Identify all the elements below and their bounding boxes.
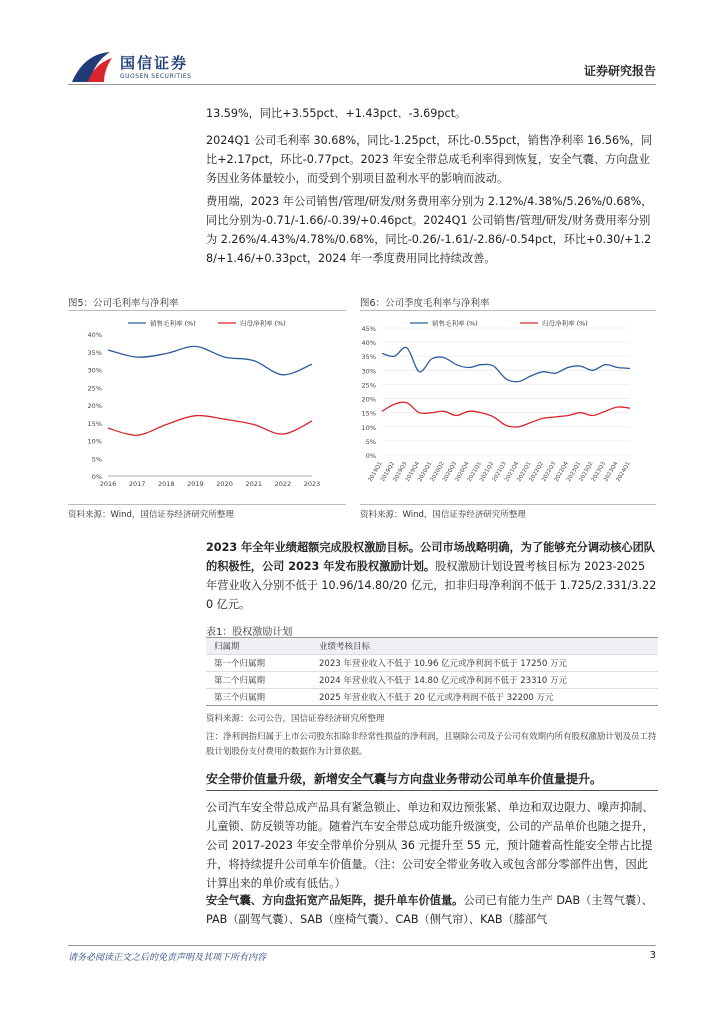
table-row (206, 655, 658, 672)
y-tick-label: 40% (87, 331, 102, 339)
y-tick-label: 10% (361, 423, 376, 432)
x-tick-label: 2018 (158, 480, 175, 488)
figure-6-source: 资料来源：Wind，国信证券经济研究所整理 (360, 510, 526, 520)
report-type: 证券研究报告 (583, 64, 656, 78)
series-line-2 (108, 416, 312, 436)
y-tick-label: 0% (365, 452, 376, 460)
paragraph-6 (206, 891, 658, 929)
header-divider (68, 84, 656, 85)
x-tick-label: 2016 (99, 480, 117, 488)
table-cell: 2025 年营业收入不低于 20 亿元或净利润不低于 32200 万元 (311, 689, 658, 706)
page-number: 3 (649, 950, 656, 961)
x-tick-label: 2020Q4 (454, 461, 471, 483)
paragraph-5: 公司汽车安全带总成产品具有紧急锁止、单边和双边预张紧、单边和双边限力、噪声抑制、儿童锁、防反锁等功能。随着汽车安全带总成功能升级演变，公司的产品单价也随之提升，公司 2017-2023 年安全带单价分别从 36 元提升至 55 元，预计随着高性能安全带占比提升，将持续提升公司单车价值量。（注：公司安全带业务收入或包含部分零部件出售，因此计算出来的单价或有低估。） (206, 801, 654, 890)
figure-5-chart (68, 312, 346, 502)
table-row (206, 672, 658, 689)
paragraph-3: 费用端，2023 年公司销售/管理/研发/财务费用率分别为 2.12%/4.38%/5.26%/0.68%，同比分别为-0.71/-1.66/-0.39/+0.46pct。2024Q1 公司销售/管理/研发/财务费用率分别为 2.26%/4.43%/4.78%/0.68%，同比-0.26/-1.61/-2.86/-0.54pct，环比+0.30/+1.28/+1.46/+0.33pct，2024 年一季度费用同比持续改善。 (206, 195, 653, 265)
figure-6-top-line (360, 310, 656, 311)
y-tick-label: 25% (87, 384, 102, 393)
table-header-cell: 归属期 (206, 638, 311, 655)
figure-5-title: 图5：公司毛利率与净利率 (68, 298, 179, 309)
x-tick-label: 2019Q2 (380, 461, 397, 483)
y-tick-label: 5% (91, 455, 102, 464)
x-tick-label: 2021Q4 (504, 461, 521, 483)
figure-5-top-line (68, 310, 346, 311)
figure-6-bottom-line (360, 504, 656, 505)
section-title: 安全带价值量升级，新增安全气囊与方向盘业务带动公司单车价值量提升。 (206, 772, 603, 786)
logo-text-cn: 国信证券 (120, 54, 189, 72)
legend-label-1: 销售毛利率 (%) (432, 319, 478, 328)
x-tick-label: 2023Q4 (603, 461, 620, 483)
legend-label-2: 归母净利率 (%) (240, 319, 286, 328)
x-tick-label: 2019Q3 (392, 461, 409, 483)
x-tick-label: 2021Q3 (491, 461, 508, 483)
y-tick-label: 15% (361, 409, 376, 418)
x-tick-label: 2024Q1 (615, 461, 632, 483)
y-tick-label: 35% (361, 353, 376, 362)
footer-disclaimer: 请务必阅读正文之后的免责声明及其项下所有内容 (68, 953, 267, 963)
x-tick-label: 2019 (187, 480, 204, 488)
table-header-cell: 业绩考核目标 (311, 638, 658, 655)
figure-6-title: 图6：公司季度毛利率与净利率 (360, 298, 490, 309)
table-header-row (206, 638, 658, 655)
x-tick-label: 2019Q1 (367, 461, 384, 483)
x-tick-label: 2022 (274, 480, 292, 488)
figure-5-bottom-line (68, 504, 346, 505)
y-tick-label: 25% (361, 381, 376, 390)
legend-label-2: 归母净利率 (%) (542, 319, 588, 328)
x-tick-label: 2022Q1 (516, 461, 533, 483)
x-tick-label: 2022Q4 (553, 461, 570, 483)
x-tick-label: 2017 (128, 480, 146, 488)
y-tick-label: 30% (87, 366, 102, 375)
paragraph-6-rest: 公司已有能力生产 DAB（主驾气囊）、PAB（副驾气囊）、SAB（座椅气囊）、CAB（侧气帘）、KAB（膝部气 (206, 894, 653, 926)
x-tick-label: 2022Q3 (541, 461, 558, 483)
table-1-note: 注：净利润指归属于上市公司股东扣除非经常性损益的净利润，且剔除公司及子公司有效期内所有股权激励计划及员工持股计划股份支付费用的数据作为计算依据。 (206, 732, 657, 757)
y-tick-label: 20% (87, 402, 102, 410)
table-1-source: 资料来源：公司公告，国信证券经济研究所整理 (206, 714, 385, 724)
logo-text-en: GUOSEN SECURITIES (120, 73, 192, 80)
y-tick-label: 15% (87, 419, 102, 428)
y-tick-label: 40% (361, 339, 376, 348)
y-tick-label: 5% (365, 437, 376, 446)
paragraph-1: 13.59%，同比+3.55pct、+1.43pct、-3.69pct。 (206, 107, 467, 120)
x-tick-label: 2023Q1 (566, 461, 583, 483)
table-cell: 2023 年营业收入不低于 10.96 亿元或净利润不低于 17250 万元 (311, 655, 658, 672)
paragraph-2: 2024Q1 公司毛利率 30.68%，同比-1.25pct，环比-0.55pct，销售净利率 16.56%，同比+2.17pct，环比-0.77pct。2023 年安全带总成毛利率得到恢复，安全气囊、方向盘业务因业务体量较小，而受到个别项目盈利水平的影响而波动。 (206, 134, 653, 185)
series-line-1 (382, 347, 630, 381)
x-tick-label: 2020Q3 (442, 461, 459, 483)
table-row (206, 689, 658, 706)
y-tick-label: 20% (361, 395, 376, 404)
paragraph-4 (206, 538, 658, 614)
paragraph-6-bold: 安全气囊、方向盘拓宽产品矩阵，提升单车价值量。 (206, 894, 464, 907)
x-tick-label: 2020Q1 (417, 461, 434, 483)
figure-6-chart (360, 312, 656, 502)
y-tick-label: 0% (91, 473, 102, 481)
incentive-table (206, 637, 658, 706)
x-tick-label: 2023Q3 (590, 461, 607, 483)
table-cell: 第二个归属期 (206, 672, 311, 689)
series-line-1 (108, 346, 312, 374)
y-tick-label: 30% (361, 367, 376, 376)
x-tick-label: 2023Q2 (578, 461, 595, 483)
y-tick-label: 35% (87, 348, 102, 357)
legend-label-1: 销售毛利率 (%) (150, 319, 196, 328)
x-tick-label: 2020 (216, 480, 233, 488)
x-tick-label: 2021 (245, 480, 262, 488)
figure-5-source: 资料来源：Wind，国信证券经济研究所整理 (68, 510, 234, 520)
table-cell: 第三个归属期 (206, 689, 311, 706)
table-1-title: 表1：股权激励计划 (206, 627, 293, 638)
paragraph-4-rest: 股权激励计划设置考核目标为 2023-2025 年营业收入分别不低于 10.96/14.80/20 亿元，扣非归母净利润不低于 1.725/2.331/3.220 亿元。 (206, 560, 657, 611)
footer-divider (68, 945, 656, 946)
paragraph-4-bold: 2023 年全年业绩超额完成股权激励目标。公司市场战略明确，为了能够充分调动核心团队的积极性，公司 2023 年发布股权激励计划。 (206, 541, 655, 573)
y-tick-label: 10% (87, 437, 102, 446)
table-cell: 第一个归属期 (206, 655, 311, 672)
x-tick-label: 2020Q2 (429, 461, 446, 483)
x-tick-label: 2022Q2 (528, 461, 545, 483)
x-tick-label: 2021Q1 (466, 461, 483, 483)
x-tick-label: 2023 (303, 480, 321, 488)
logo-mark-icon (70, 48, 114, 86)
x-tick-label: 2019Q4 (404, 461, 421, 483)
x-tick-label: 2021Q2 (479, 461, 496, 483)
table-cell: 2024 年营业收入不低于 14.80 亿元或净利润不低于 23310 万元 (311, 672, 658, 689)
brand-logo (70, 48, 200, 88)
section-divider (206, 790, 658, 791)
y-tick-label: 45% (361, 325, 376, 333)
